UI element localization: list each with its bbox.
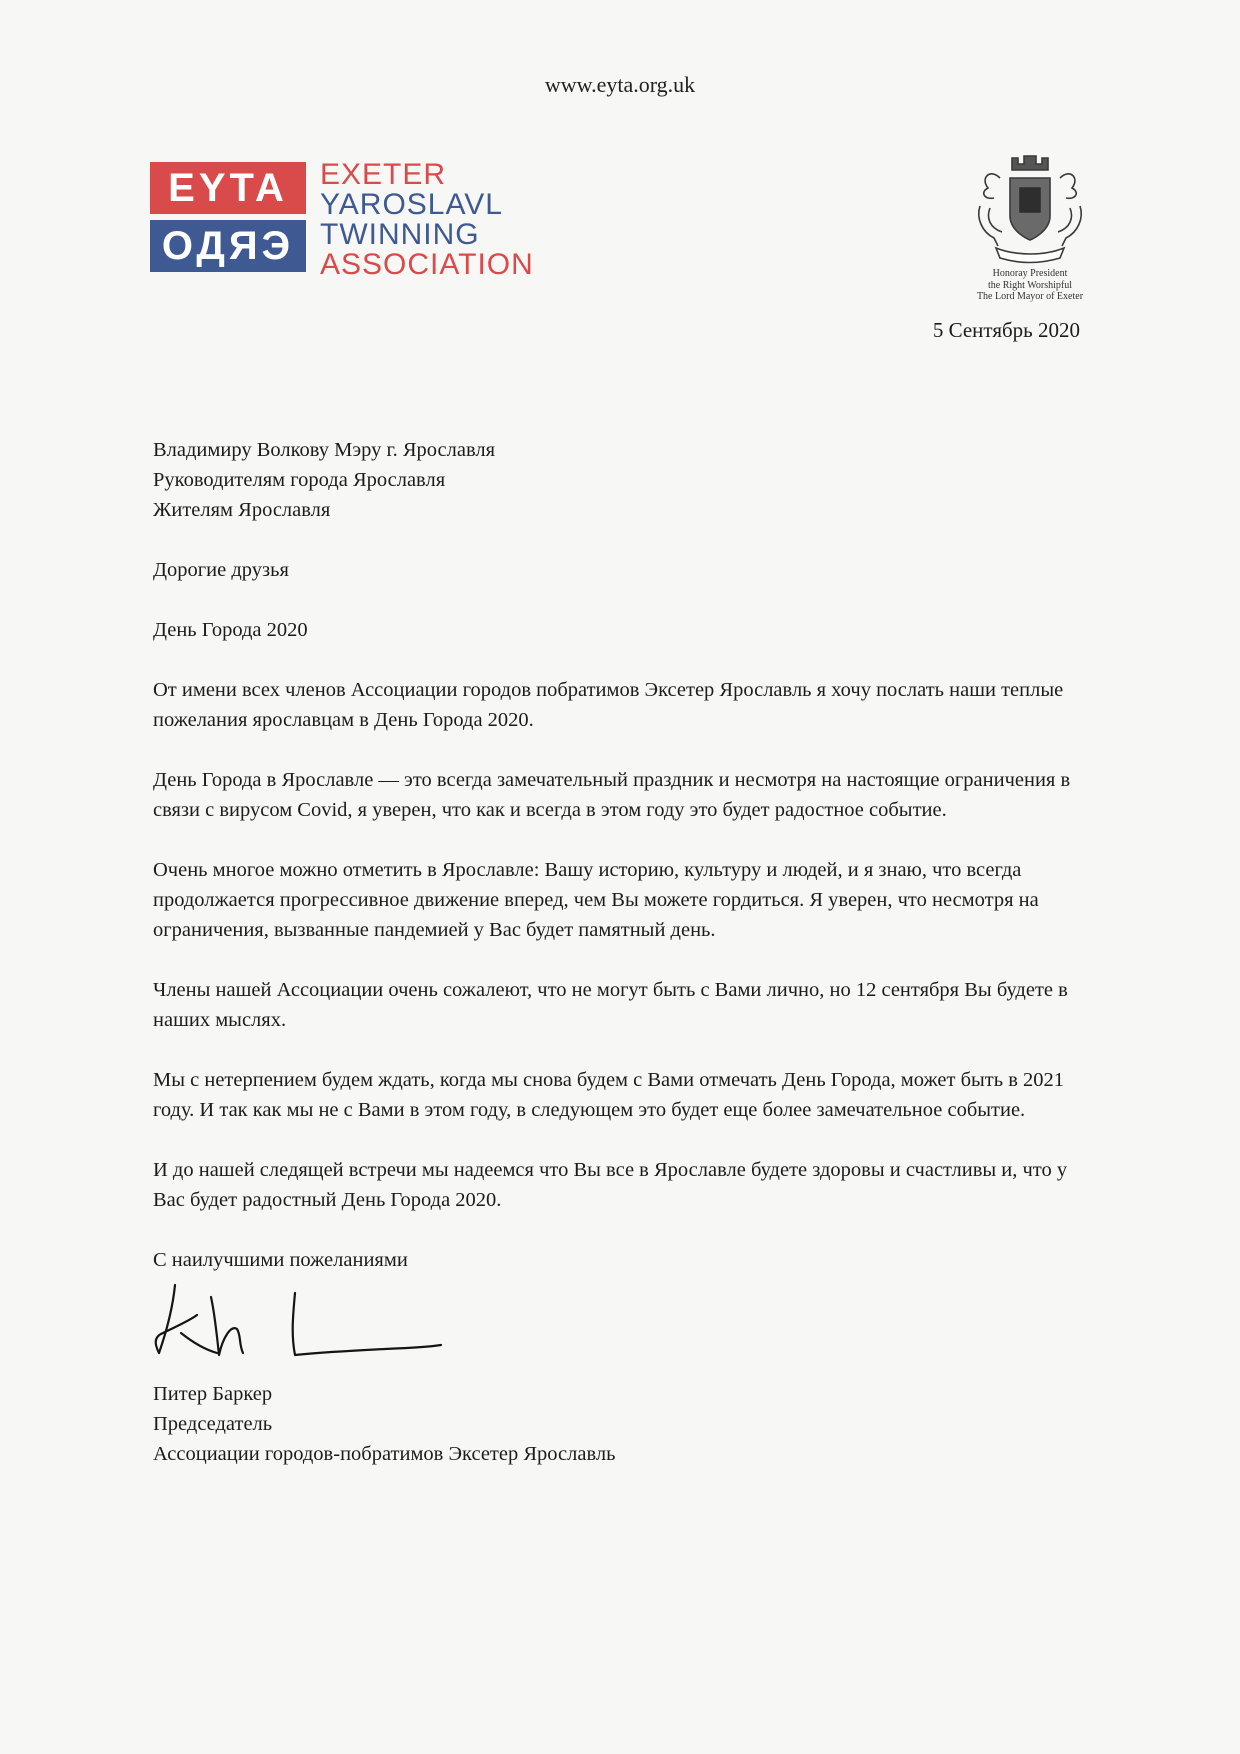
paragraph-4: Члены нашей Ассоциации очень сожалеют, что не могут быть с Вами лично, но 12 сентября Вы будете в наших мыслях. [153, 979, 1068, 1031]
paragraph-6: И до нашей следящей встречи мы надеемся что Вы все в Ярославле будете здоровы и счастливы и, что у Вас будет радостный День Города 2020. [153, 1159, 1068, 1211]
logo-box-eyta: EYTA [150, 162, 306, 214]
paragraph-3: Очень многое можно отметить в Ярославле: Вашу историю, культуру и людей, и я знаю, что всегда продолжается прогрессивное движение вперед, чем Вы можете гордиться. Я уверен, что несмотря на ограничения, вызванные пандемией у Вас будет памятный день. [153, 859, 1039, 941]
logo-line-3: TWINNING [320, 218, 480, 251]
closing-line: С наилучшими пожеланиями [153, 1249, 408, 1271]
logo-line-4: ASSOCIATION [320, 248, 534, 281]
signatory-organization: Ассоциации городов-побратимов Эксетер Ярославль [153, 1443, 616, 1465]
paragraph-2: День Города в Ярославле — это всегда замечательный праздник и несмотря на настоящие ограничения в связи с вирусом Covid, я уверен, что как и всегда в этом году это будет радостное событие. [153, 769, 1071, 821]
logo-box-cyrillic: ОДЯЭ [150, 220, 306, 272]
signatory-name: Питер Баркер [153, 1383, 273, 1405]
crest-caption-line-3: The Lord Mayor of Exeter [976, 291, 1084, 302]
recipient-line-2: Руководителям города Ярославля [153, 469, 446, 491]
crest-caption-line-2: the Right Worshipful [987, 279, 1072, 291]
logo-line-2: YAROSLAVL [320, 188, 503, 221]
logo-line-1: EXETER [320, 158, 447, 191]
letter-date: 5 Сентябрь 2020 [932, 318, 1080, 342]
paragraph-5: Мы с нетерпением будем ждать, когда мы снова будем с Вами отмечать День Города, может быть в 2021 году. И так как мы не с Вами в этом году, в следующем это будет еще более замечательное событие. [153, 1069, 1065, 1121]
greeting: Дорогие друзья [153, 559, 289, 581]
paragraph-1: От имени всех членов Ассоциации городов побратимов Эксетер Ярославль я хочу послать наши теплые пожелания ярославцам в День Города 2020. [153, 679, 1064, 731]
recipient-line-1: Владимиру Волкову Мэру г. Ярославля [153, 439, 496, 461]
signature-block [153, 1379, 1093, 1469]
website-url: www.eyta.org.uk [544, 72, 696, 97]
logo-wordmark [320, 160, 534, 280]
letter-body [153, 405, 1093, 1469]
handwritten-signature [145, 1275, 465, 1367]
recipient-line-3: Жителям Ярославля [153, 499, 331, 521]
crest-caption [955, 268, 1105, 303]
signatory-title: Председатель [153, 1413, 273, 1435]
eyta-logo [150, 160, 570, 285]
subject-line: День Города 2020 [153, 619, 308, 641]
crest-caption-line-1: Honoray President [992, 268, 1068, 279]
